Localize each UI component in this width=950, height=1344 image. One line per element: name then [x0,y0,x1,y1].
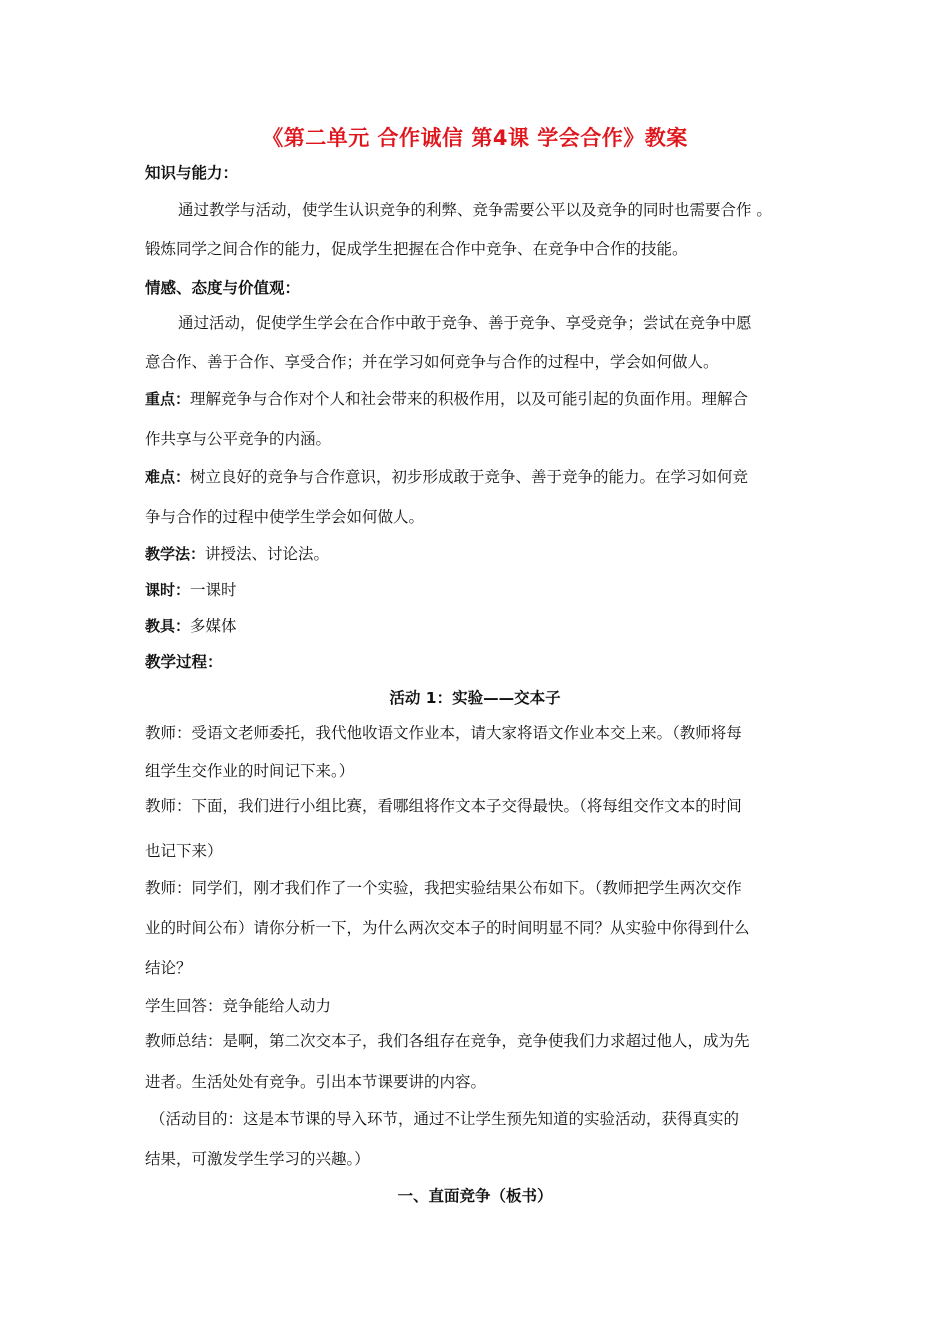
activity-line-8: 学生回答：竞争能给人动力 [145,997,332,1015]
method-value: 讲授法、讨论法。 [205,545,330,563]
key-point-label: 重点： [145,390,191,408]
activity-line-12: 结果，可激发学生学习的兴趣。） [145,1150,370,1168]
period-value: 一课时 [190,581,237,599]
activity-line-11: （活动目的：这是本节课的导入环节，通过不让学生预先知道的实验活动，获得真实的 [150,1110,740,1128]
method-label: 教学法： [145,545,206,563]
section-one-heading: 一、直面竞争（板书） [397,1187,553,1205]
knowledge-line-2: 锻炼同学之间合作的能力，促成学生把握在合作中竞争、在竞争中合作的技能。 [145,240,688,258]
key-point-text: 理解竞争与合作对个人和社会带来的积极作用，以及可能引起的负面作用。理解合 [190,390,749,408]
activity-line-2: 组学生交作业的时间记下来。） [145,762,355,780]
difficulty-text: 树立良好的竞争与合作意识，初步形成敢于竞争、善于竞争的能力。在学习如何竞 [190,468,749,486]
emotion-heading: 情感、态度与价值观： [145,279,301,297]
tools-label: 教具： [145,617,191,635]
key-point-row [145,389,815,409]
period-row [145,580,815,600]
emotion-line-2: 意合作、善于合作、享受合作；并在学习如何竞争与合作的过程中，学会如何做人。 [145,353,719,371]
knowledge-line-1: 通过教学与活动，使学生认识竞争的利弊、竞争需要公平以及竞争的同时也需要合作 。 [178,201,772,219]
activity-line-7: 结论？ [145,959,192,977]
tools-value: 多媒体 [190,617,237,635]
period-label: 课时： [145,581,191,599]
difficulty-row [145,467,815,487]
emotion-line-1: 通过活动，促使学生学会在合作中敢于竞争、善于竞争、享受竞争；尝试在竞争中愿 [178,314,752,332]
key-point-line-2: 作共享与公平竞争的内涵。 [145,430,332,448]
activity-heading: 活动 1：实验——交本子 [389,689,561,707]
tools-row [145,616,815,636]
method-row [145,544,815,564]
difficulty-label: 难点： [145,468,191,486]
activity-line-3: 教师：下面，我们进行小组比赛，看哪组将作文本子交得最快。（将每组交作文本的时间 [145,797,742,815]
process-heading: 教学过程： [145,653,223,671]
document-title: 《第二单元 合作诚信 第4课 学会合作》教案 [262,126,688,150]
activity-line-6: 业的时间公布）请你分析一下，为什么两次交本子的时间明显不同？从实验中你得到什么 [145,919,750,937]
activity-line-1: 教师：受语文老师委托，我代他收语文作业本，请大家将语文作业本交上来。（教师将每 [145,724,742,742]
difficulty-line-2: 争与合作的过程中使学生学会如何做人。 [145,508,425,526]
activity-line-5: 教师：同学们，刚才我们作了一个实验，我把实验结果公布如下。（教师把学生两次交作 [145,879,742,897]
activity-line-9: 教师总结：是啊，第二次交本子，我们各组存在竞争，竞争使我们力求超过他人，成为先 [145,1032,750,1050]
knowledge-heading: 知识与能力： [145,164,239,182]
activity-line-4: 也记下来） [145,842,223,860]
activity-line-10: 进者。生活处处有竞争。引出本节课要讲的内容。 [145,1073,487,1091]
